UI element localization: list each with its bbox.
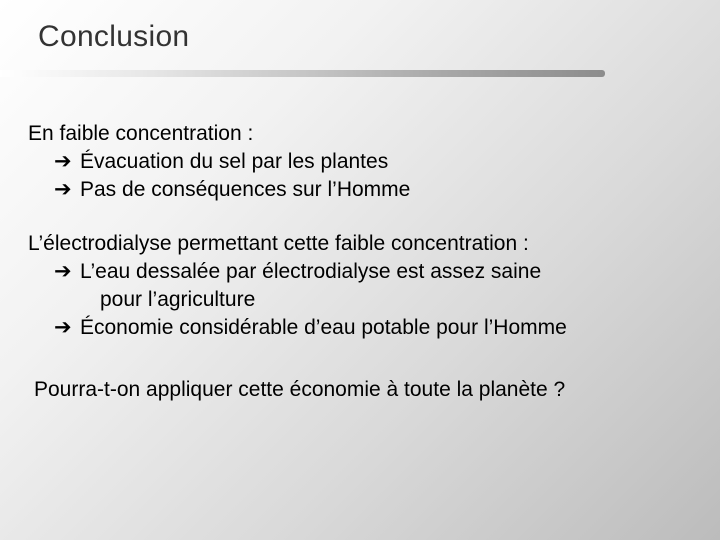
title-divider xyxy=(0,70,605,77)
bullet-text: Pas de conséquences sur l’Homme xyxy=(80,178,411,201)
arrow-right-icon: ➔ xyxy=(54,316,72,339)
block-low-concentration xyxy=(28,120,700,204)
arrow-right-icon: ➔ xyxy=(54,260,72,283)
bullet-line xyxy=(28,258,700,286)
bullet-line xyxy=(28,314,700,342)
arrow-right-icon: ➔ xyxy=(54,178,72,201)
block1-heading: En faible concentration : xyxy=(28,122,254,145)
block-electrodialysis xyxy=(28,230,700,342)
block2-heading: L’électrodialyse permettant cette faible concentration : xyxy=(28,232,529,255)
bullet-line xyxy=(28,176,700,204)
bullet-text: Économie considérable d’eau potable pour l’Homme xyxy=(80,316,567,339)
closing-question: Pourra-t-on appliquer cette économie à toute la planète ? xyxy=(34,378,566,401)
slide-content xyxy=(28,120,700,404)
bullet-text: L’eau dessalée par électrodialyse est assez saine xyxy=(80,260,542,283)
slide-title: Conclusion xyxy=(38,20,190,53)
bullet-line xyxy=(28,148,700,176)
bullet-continuation: pour l’agriculture xyxy=(100,288,256,311)
bullet-text: Évacuation du sel par les plantes xyxy=(80,150,389,173)
arrow-right-icon: ➔ xyxy=(54,150,72,173)
